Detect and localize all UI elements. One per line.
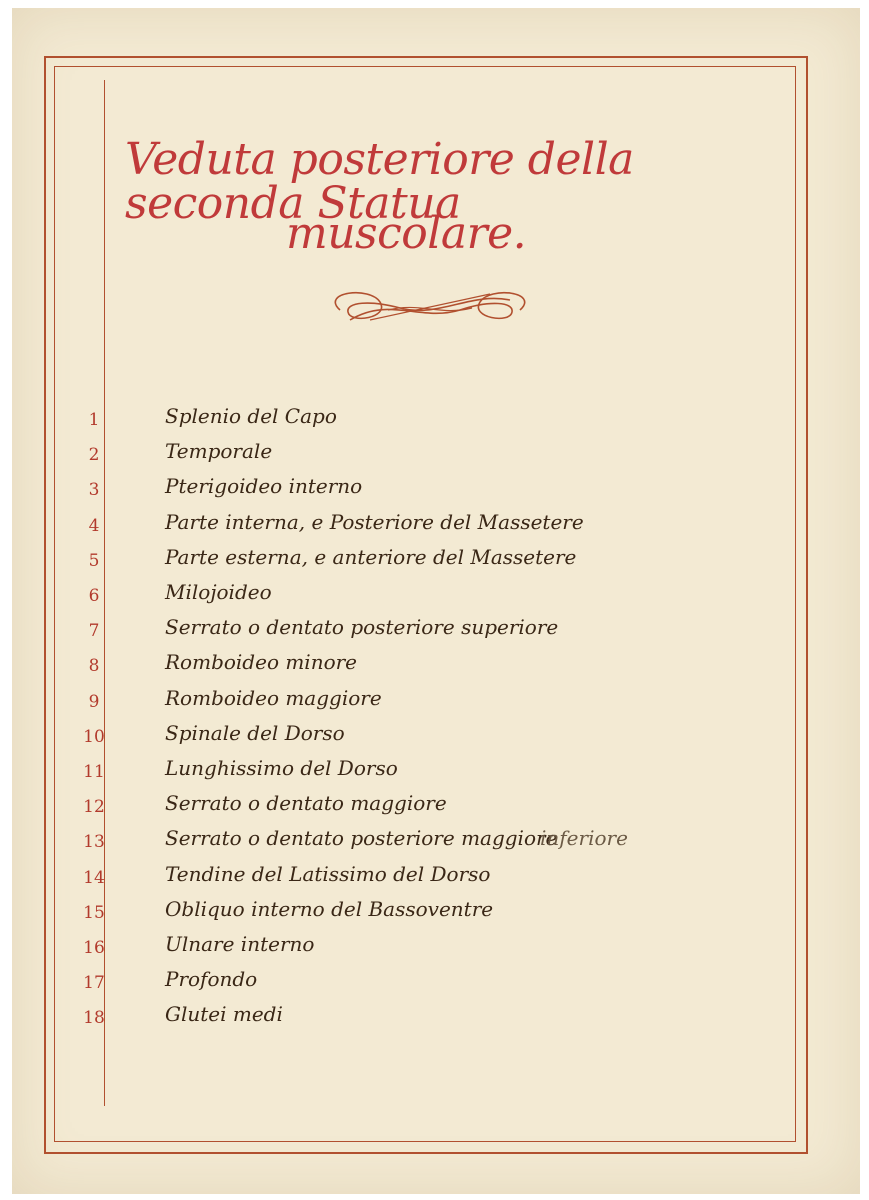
entry-label: Serrato o dentato posteriore maggiore	[165, 826, 558, 851]
list-item	[0, 1002, 800, 1034]
entry-addendum: inferiore	[540, 826, 628, 851]
list-item	[0, 650, 800, 682]
entry-number: 8	[88, 656, 100, 677]
entry-label: Parte esterna, e anteriore del Massetere	[165, 544, 577, 569]
entry-number: 9	[88, 691, 100, 712]
list-item	[0, 862, 800, 894]
entry-label: Spinale del Dorso	[165, 720, 345, 745]
list-item	[0, 932, 800, 964]
entry-label: Lunghissimo del Dorso	[165, 756, 398, 780]
entry-number: 12	[83, 797, 105, 818]
entry-label: Glutei medi	[165, 1002, 283, 1027]
entry-label: Parte interna, e Posteriore del Massetere	[165, 509, 584, 534]
entry-label: Obliquo interno del Bassoventre	[165, 896, 494, 921]
entry-number: 3	[88, 480, 100, 501]
entry-label: Milojoideo	[165, 580, 272, 604]
list-item	[0, 791, 800, 823]
entry-label: Temporale	[165, 439, 273, 464]
page-title-line-1: Veduta posteriore della seconda Statua	[125, 134, 634, 229]
list-item	[0, 826, 800, 858]
list-item	[0, 615, 800, 647]
list-item	[0, 439, 800, 471]
list-item	[0, 474, 800, 506]
entry-number: 5	[88, 550, 100, 571]
entry-number: 13	[83, 832, 105, 853]
entry-number: 1	[88, 410, 100, 430]
list-item	[0, 404, 800, 436]
list-item	[0, 545, 800, 577]
list-item	[0, 686, 800, 718]
entry-label: Romboideo minore	[165, 650, 358, 675]
entry-label: Ulnare interno	[165, 932, 315, 956]
entry-number: 16	[83, 938, 105, 958]
entry-number: 17	[83, 973, 105, 994]
entry-label: Tendine del Latissimo del Dorso	[165, 861, 491, 886]
flourish-ornament	[310, 280, 550, 340]
entry-number: 15	[83, 902, 105, 923]
entry-label: Romboideo maggiore	[165, 685, 382, 710]
entry-label: Profondo	[165, 967, 258, 992]
list-item	[0, 721, 800, 753]
entry-label: Splenio del Capo	[165, 404, 337, 428]
list-item	[0, 967, 800, 999]
entry-number: 2	[88, 445, 100, 466]
entry-number: 18	[83, 1008, 105, 1029]
list-item	[0, 897, 800, 929]
page-title-line-2: muscolare.	[286, 208, 527, 259]
entry-number: 4	[88, 515, 100, 536]
entry-number: 11	[83, 762, 105, 782]
entry-label: Serrato o dentato maggiore	[165, 791, 447, 816]
entry-number: 14	[83, 867, 105, 888]
entry-number: 7	[88, 621, 100, 642]
list-item	[0, 580, 800, 612]
list-item	[0, 510, 800, 542]
entry-number: 6	[88, 586, 100, 606]
entry-label: Serrato o dentato posteriore superiore	[165, 615, 559, 640]
entry-number: 10	[83, 726, 105, 747]
entry-label: Pterigoideo interno	[165, 474, 363, 499]
list-item	[0, 756, 800, 788]
